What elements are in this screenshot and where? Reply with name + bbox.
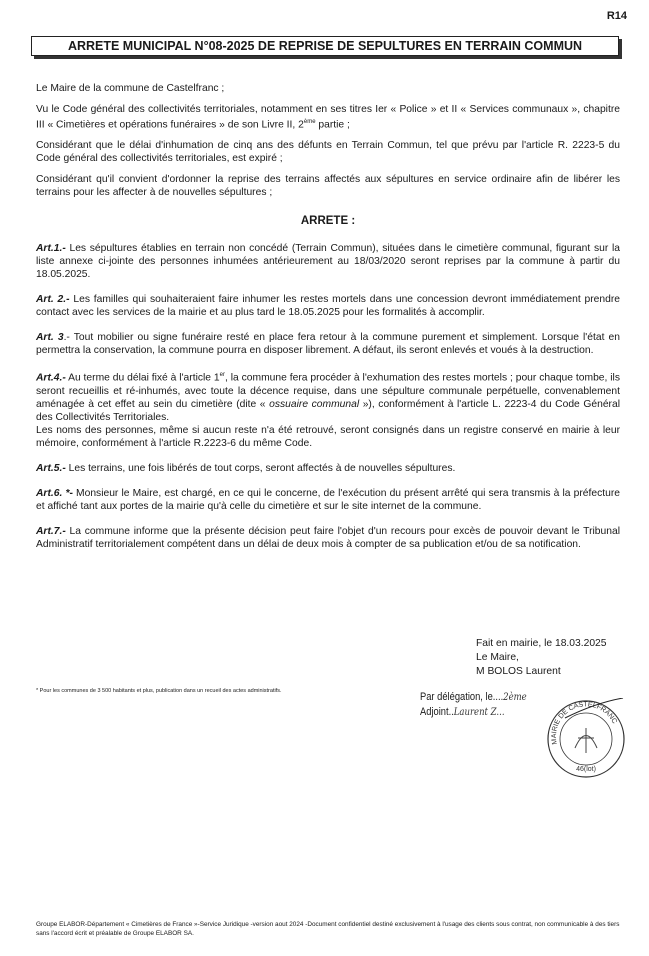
article-6 (36, 487, 620, 513)
sign-role: Le Maire, (476, 652, 519, 663)
text: Au terme du délai fixé à l'article 1 (65, 372, 220, 384)
sign-name: M BOLOS Laurent (476, 666, 561, 677)
stamp-code: 46(lot) (576, 766, 596, 773)
article-label: Art.7.- (36, 525, 66, 537)
page-footer: Groupe ELABOR-Département « Cimetières de France »-Service Juridique -version aout 2024 -Document confidentiel destiné exclusivement à l'usage des clients sous contrat, non communicable à des tiers sans l'accord écrit et préalable de Groupe ELABOR SA. (36, 921, 620, 937)
article-label: Art. 3 (36, 332, 64, 344)
page-ref: R14 (606, 10, 627, 22)
text: »), conformément à l'article L. 2223-4 du Code Général des Collectivités Territoriales. (36, 398, 620, 423)
handwritten-signature: Laurent Z... (453, 707, 505, 718)
document-body (36, 82, 620, 559)
article-3 (36, 331, 620, 357)
paragraph-maire: Le Maire de la commune de Castelfranc ; (36, 83, 225, 94)
article-text: Les terrains, une fois libérés de tout corps, seront affectés à de nouvelles sépultures. (65, 462, 456, 474)
article-text: Les familles qui souhaiteraient faire inhumer les restes mortels dans une concession devront immédiatement prendre contact avec les services de la mairie et au plus tard le 18.05.2025 pour les formalités à accomplir. (36, 294, 620, 319)
sup: ème (303, 119, 316, 125)
adjoint-line (420, 705, 527, 720)
text-italic: ossuaire communal (269, 398, 360, 410)
article-4 (36, 369, 620, 423)
article-label: Art. 2.- (36, 294, 70, 306)
article-label: Art.5.- (36, 462, 66, 474)
signature-block (476, 637, 607, 679)
text: Vu le Code général des collectivités territoriales, notamment en ses titres Ier « Police » et II « Services communaux », chapitre III « Cimetières et opérations funéraires » de son Livre II, 2 (36, 104, 620, 131)
paragraph-vu (36, 103, 620, 131)
arrete-heading: ARRETE : (300, 215, 356, 228)
footnote: * Pour les communes de 3 500 habitants et plus, publication dans un recueil des actes administratifs. (36, 688, 282, 694)
article-text: La commune informe que la présente décision peut faire l'objet d'un recours pour excès de pouvoir devant le Tribunal Administratif territorialement compétent dans un délai de deux mois à compter de sa publication et/ou de sa notification. (36, 525, 620, 550)
stamp-text: MAIRIE DE CASTELFRANC (550, 701, 618, 745)
article-label: Art.4.- (36, 372, 66, 384)
document-title: ARRETE MUNICIPAL N°08-2025 DE REPRISE DE SEPULTURES EN TERRAIN COMMUN (31, 36, 619, 56)
sign-date: Fait en mairie, le 18.03.2025 (476, 638, 607, 649)
text: Adjoint.. (420, 706, 454, 718)
article-label: Art.1.- (36, 243, 66, 255)
article-2 (36, 293, 620, 319)
article-label: Art.6. *- (36, 487, 73, 499)
paragraph-considerant-1: Considérant que le délai d'inhumation de cinq ans des défunts en Terrain Commun, tel que prévu par l'article R. 2223-5 du Code général des collectivités territoriales, est expiré ; (36, 140, 620, 165)
text: Par délégation, le.... (420, 691, 504, 703)
article-text: .- Tout mobilier ou signe funéraire resté en place fera retour à la commune purement et simplement. Lorsque l'état en permettra la conservation, la commune pourra en disposer librement. A défaut, ils seront enlevés et voués à la destruction. (36, 332, 620, 357)
article-5 (36, 462, 620, 475)
article-1 (36, 242, 620, 281)
paragraph-considerant-2: Considérant qu'il convient d'ordonner la reprise des terrains affectés aux sépultures en service ordinaire afin de libérer les terrains pour les affecter à de nouvelles sépultures ; (36, 174, 620, 199)
article-text: Les sépultures établies en terrain non concédé (Terrain Commun), situées dans le cimetière communal, figurant sur la liste annexe ci-jointe des personnes inhumées antérieurement au 18/03/2020 seront reprises par la commune à partir du 18.05.2025. (36, 243, 620, 281)
sup: er (219, 372, 225, 379)
mairie-stamp-icon (545, 698, 627, 780)
text: , la commune fera procéder à l'exhumation des restes mortels ; pour chaque tombe, ils seront recueillis et ré-inhumés, avec toute la décence requise, dans une sépulture communale perpétuelle, convenablement aménagée à cet effet au sein du cimetière (dite « (36, 372, 620, 410)
handwritten-rank: 2ème (503, 692, 527, 703)
text: partie ; (315, 119, 350, 131)
article-7 (36, 525, 620, 551)
article-text: Monsieur le Maire, est chargé, en ce qui le concerne, de l'exécution du présent arrêté qui sera transmis à la préfecture et affiché tant aux portes de la mairie qu'à celle du cimetière et sur le site internet de la commune. (36, 487, 620, 512)
delegation-line (420, 690, 527, 705)
article-4-continued: Les noms des personnes, même si aucun reste n'a été retrouvé, seront consignés dans un registre conservé en mairie à leur mémoire, conformément à l'article R.2223-6 du même Code. (36, 424, 620, 449)
delegation-block (420, 690, 527, 720)
